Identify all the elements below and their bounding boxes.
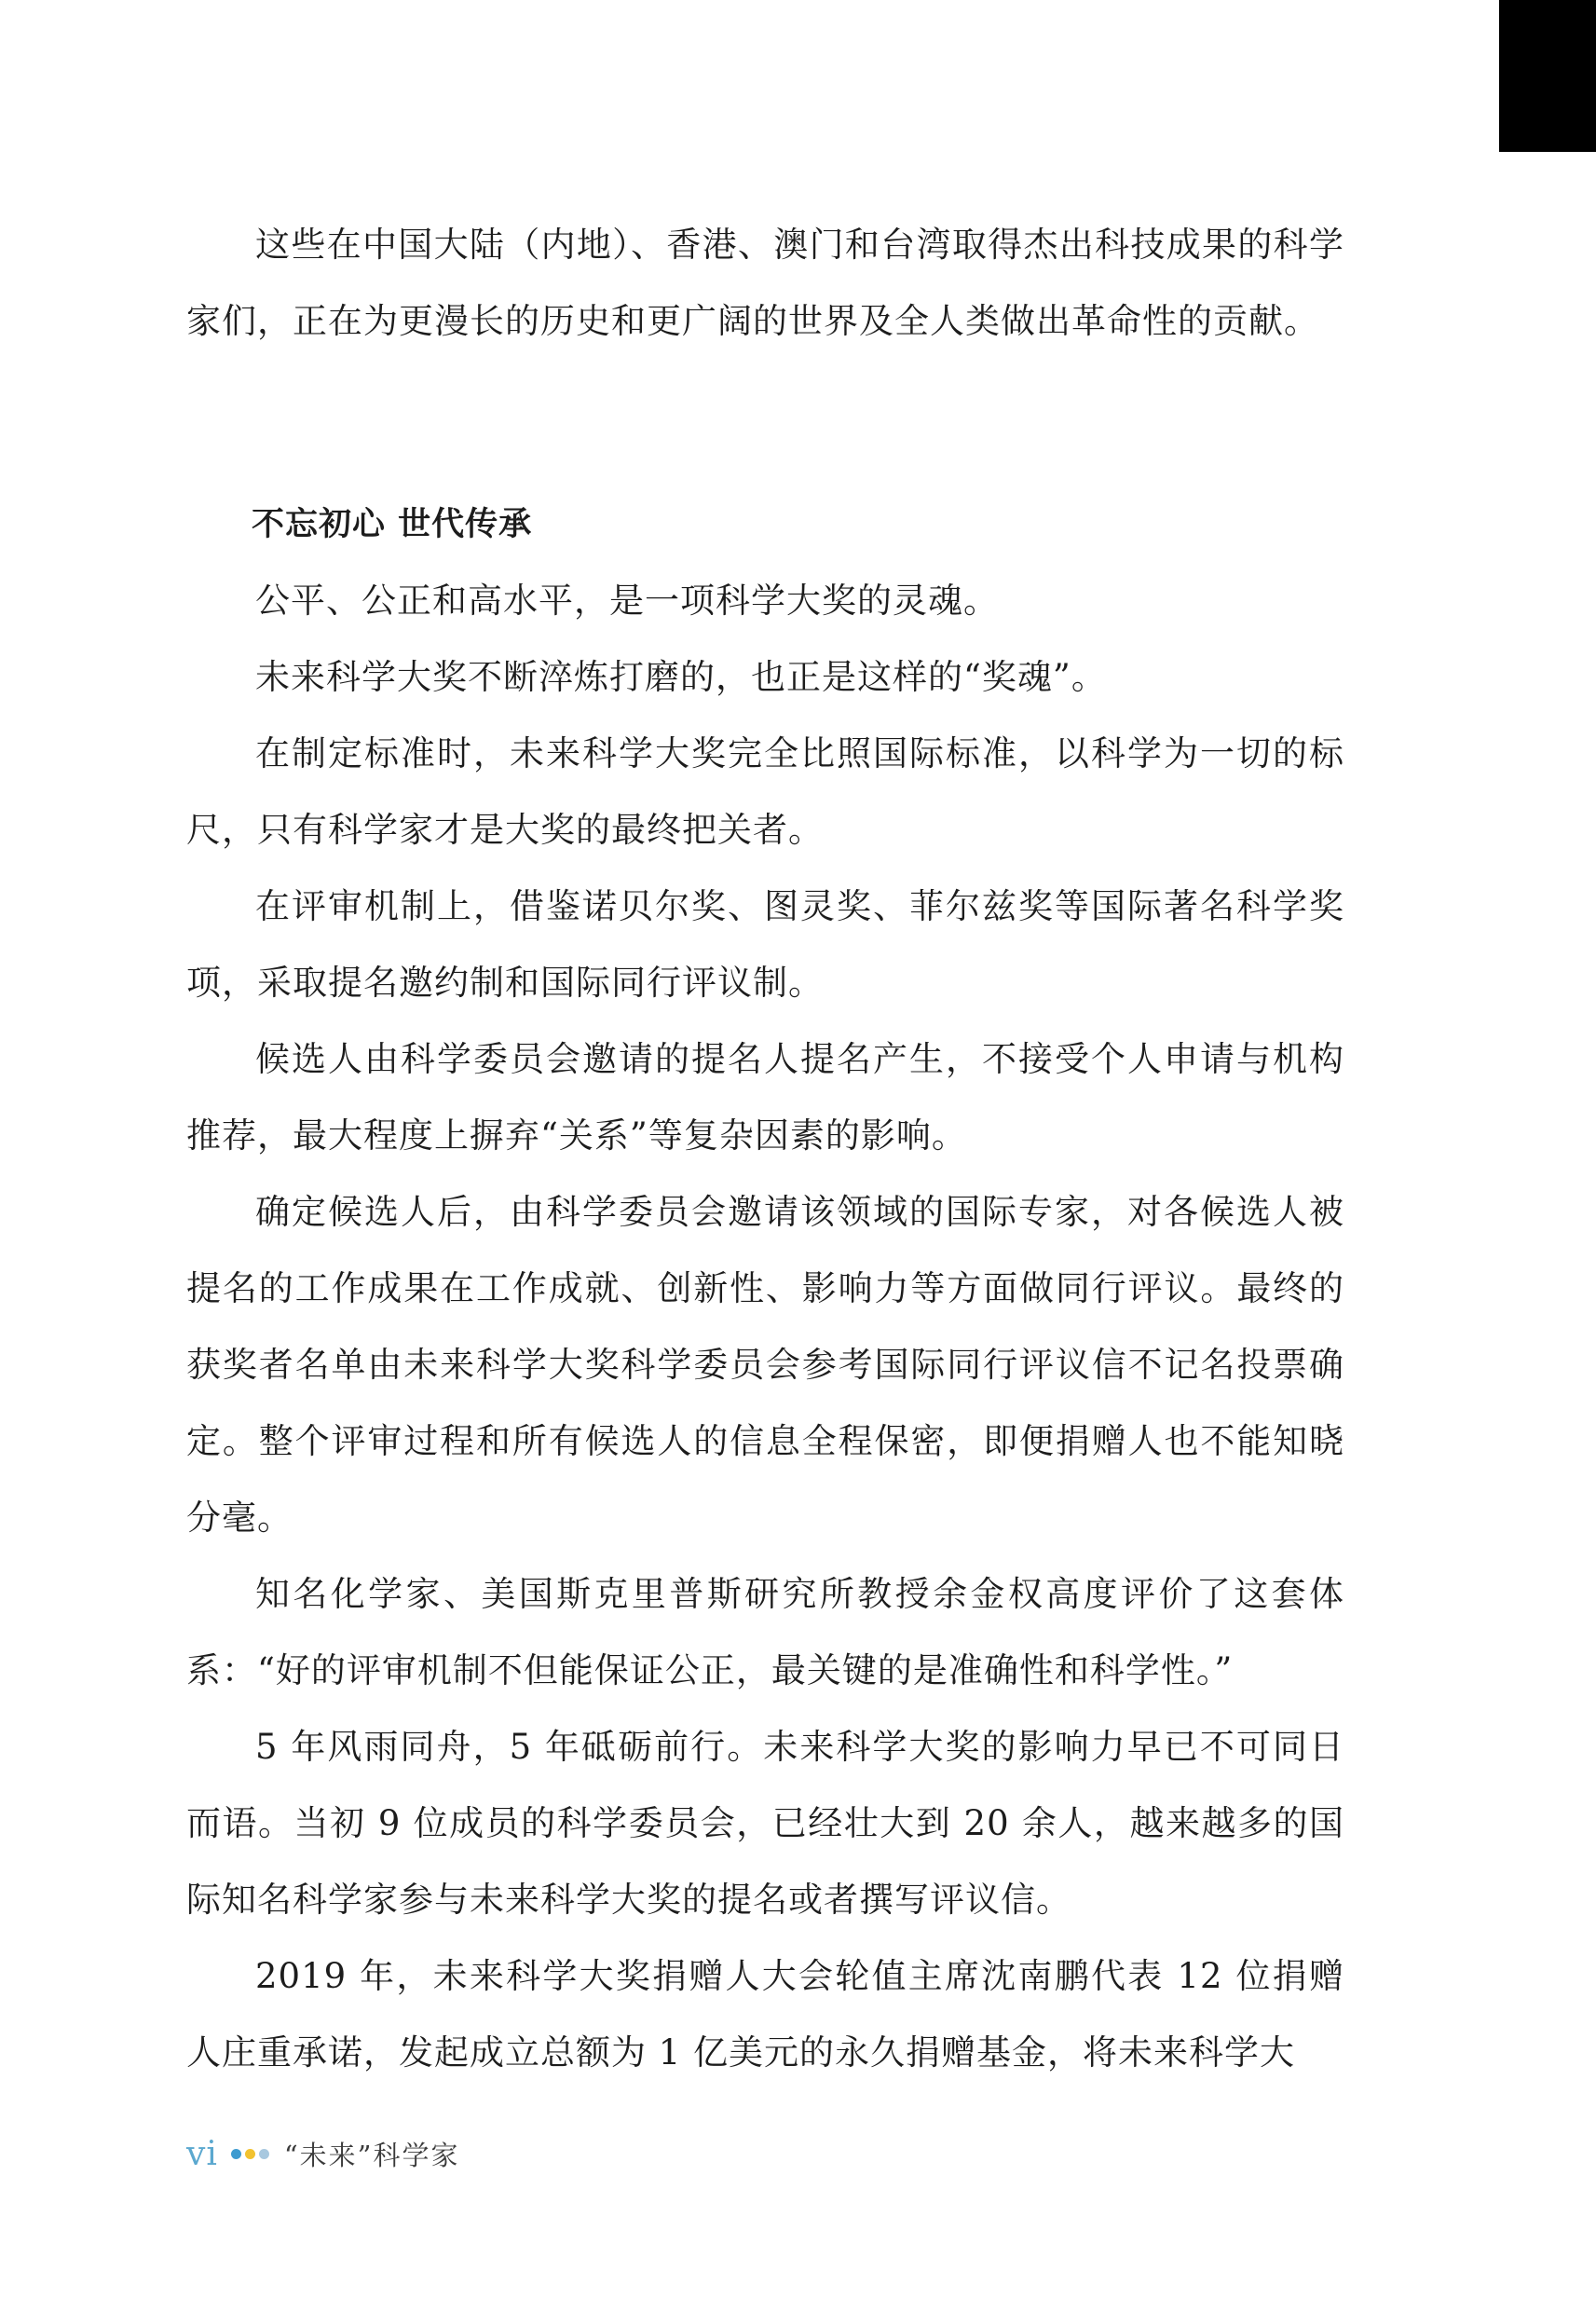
running-title: “未来”科学家 — [283, 2139, 460, 2171]
paragraph-5: 候选人由科学委员会邀请的提名人提名产生，不接受个人申请与机构推荐，最大程度上摒弃“关系”等复杂因素的影响。 — [186, 1039, 1344, 1156]
page-body — [186, 207, 1344, 2091]
thumb-index-tab — [1499, 0, 1596, 152]
paragraph-7: 知名化学家、美国斯克里普斯研究所教授余金权高度评价了这套体系：“好的评审机制不但能保证公正，最关键的是准确性和科学性。” — [186, 1574, 1344, 1690]
footer-dot-2 — [245, 2149, 255, 2159]
paragraph-4: 在评审机制上，借鉴诺贝尔奖、图灵奖、菲尔兹奖等国际著名科学奖项，采取提名邀约制和国际同行评议制。 — [186, 886, 1344, 1003]
footer-dots-ornament — [231, 2149, 273, 2159]
page-number: vi — [186, 2134, 218, 2173]
paragraph-2: 未来科学大奖不断淬炼打磨的，也正是这样的“奖魂”。 — [255, 657, 1107, 697]
paragraph-8: 5 年风雨同舟，5 年砥砺前行。未来科学大奖的影响力早已不可同日而语。当初 9 位成员的科学委员会，已经壮大到 20 余人，越来越多的国际知名科学家参与未来科学大奖的提名或者撰写评议信。 — [186, 1727, 1344, 1920]
paragraph-6: 确定候选人后，由科学委员会邀请该领域的国际专家，对各候选人被提名的工作成果在工作成就、创新性、影响力等方面做同行评议。最终的获奖者名单由未来科学大奖科学委员会参考国际同行评议信不记名投票确定。整个评审过程和所有候选人的信息全程保密，即便捐赠人也不能知晓分毫。 — [186, 1192, 1344, 1538]
footer-dot-3 — [259, 2149, 269, 2159]
intro-paragraph: 这些在中国大陆（内地）、香港、澳门和台湾取得杰出科技成果的科学家们，正在为更漫长的历史和更广阔的世界及全人类做出革命性的贡献。 — [186, 225, 1344, 341]
section-heading: 不忘初心 世代传承 — [252, 506, 533, 543]
paragraph-1: 公平、公正和高水平，是一项科学大奖的灵魂。 — [255, 581, 999, 621]
page-footer — [186, 2127, 460, 2180]
paragraph-3: 在制定标准时，未来科学大奖完全比照国际标准，以科学为一切的标尺，只有科学家才是大奖的最终把关者。 — [186, 733, 1344, 850]
paragraph-9: 2019 年，未来科学大奖捐赠人大会轮值主席沈南鹏代表 12 位捐赠人庄重承诺，发起成立总额为 1 亿美元的永久捐赠基金，将未来科学大 — [186, 1956, 1344, 2073]
footer-dot-1 — [231, 2149, 241, 2159]
